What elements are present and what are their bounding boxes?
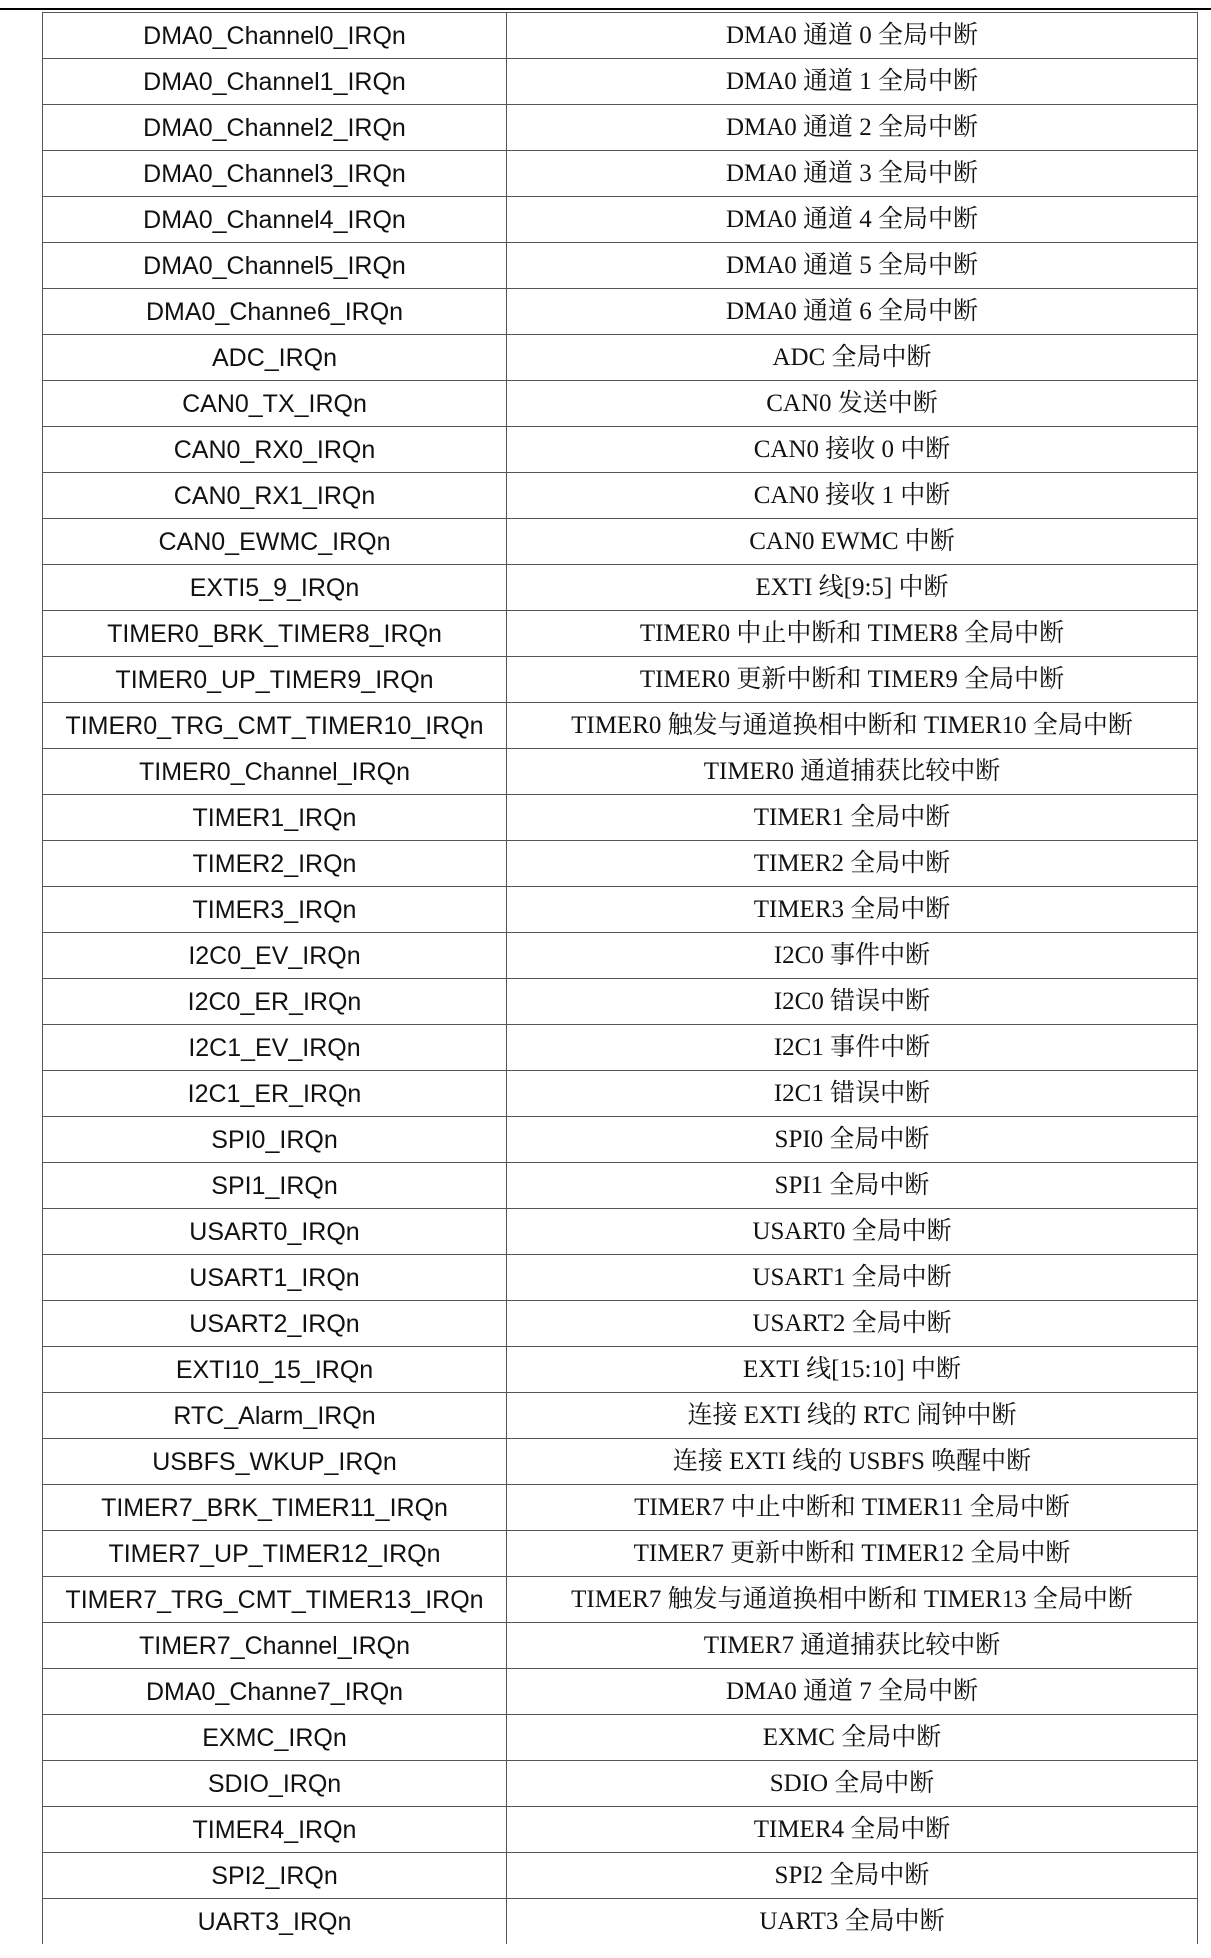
irq-table <box>42 12 1198 1944</box>
irq-name-cell: I2C1_EV_IRQn <box>43 1025 507 1071</box>
table-row <box>43 1715 1198 1761</box>
irq-name-cell: CAN0_RX0_IRQn <box>43 427 507 473</box>
irq-name-cell: ADC_IRQn <box>43 335 507 381</box>
table-row <box>43 289 1198 335</box>
table-row <box>43 105 1198 151</box>
irq-description-cell: DMA0 通道 5 全局中断 <box>507 243 1198 289</box>
irq-description-cell: SPI0 全局中断 <box>507 1117 1198 1163</box>
irq-description-cell: USART1 全局中断 <box>507 1255 1198 1301</box>
table-row <box>43 565 1198 611</box>
irq-name-cell: UART3_IRQn <box>43 1899 507 1945</box>
irq-description-cell: TIMER3 全局中断 <box>507 887 1198 933</box>
irq-description-cell: CAN0 发送中断 <box>507 381 1198 427</box>
table-row <box>43 1807 1198 1853</box>
irq-name-cell: EXTI10_15_IRQn <box>43 1347 507 1393</box>
table-row <box>43 841 1198 887</box>
table-row <box>43 1209 1198 1255</box>
irq-name-cell: DMA0_Channe7_IRQn <box>43 1669 507 1715</box>
irq-name-cell: TIMER4_IRQn <box>43 1807 507 1853</box>
irq-name-cell: DMA0_Channel5_IRQn <box>43 243 507 289</box>
table-row <box>43 1301 1198 1347</box>
table-row <box>43 611 1198 657</box>
irq-name-cell: USART2_IRQn <box>43 1301 507 1347</box>
irq-name-cell: USART0_IRQn <box>43 1209 507 1255</box>
table-row <box>43 1393 1198 1439</box>
irq-name-cell: CAN0_RX1_IRQn <box>43 473 507 519</box>
table-row <box>43 1761 1198 1807</box>
irq-name-cell: SDIO_IRQn <box>43 1761 507 1807</box>
irq-description-cell: CAN0 接收 0 中断 <box>507 427 1198 473</box>
table-row <box>43 473 1198 519</box>
irq-description-cell: DMA0 通道 6 全局中断 <box>507 289 1198 335</box>
irq-name-cell: CAN0_TX_IRQn <box>43 381 507 427</box>
irq-name-cell: SPI2_IRQn <box>43 1853 507 1899</box>
irq-name-cell: USART1_IRQn <box>43 1255 507 1301</box>
irq-description-cell: CAN0 接收 1 中断 <box>507 473 1198 519</box>
irq-description-cell: TIMER0 通道捕获比较中断 <box>507 749 1198 795</box>
table-row <box>43 703 1198 749</box>
irq-description-cell: I2C1 错误中断 <box>507 1071 1198 1117</box>
irq-name-cell: DMA0_Channel3_IRQn <box>43 151 507 197</box>
table-row <box>43 1669 1198 1715</box>
table-row <box>43 1347 1198 1393</box>
irq-description-cell: TIMER7 更新中断和 TIMER12 全局中断 <box>507 1531 1198 1577</box>
table-row <box>43 1439 1198 1485</box>
irq-description-cell: DMA0 通道 3 全局中断 <box>507 151 1198 197</box>
irq-name-cell: SPI1_IRQn <box>43 1163 507 1209</box>
irq-description-cell: I2C0 事件中断 <box>507 933 1198 979</box>
table-row <box>43 59 1198 105</box>
irq-description-cell: TIMER2 全局中断 <box>507 841 1198 887</box>
irq-description-cell: TIMER7 中止中断和 TIMER11 全局中断 <box>507 1485 1198 1531</box>
irq-name-cell: CAN0_EWMC_IRQn <box>43 519 507 565</box>
table-row <box>43 197 1198 243</box>
irq-description-cell: TIMER0 中止中断和 TIMER8 全局中断 <box>507 611 1198 657</box>
table-row <box>43 795 1198 841</box>
irq-description-cell: USART2 全局中断 <box>507 1301 1198 1347</box>
irq-description-cell: USART0 全局中断 <box>507 1209 1198 1255</box>
irq-name-cell: TIMER3_IRQn <box>43 887 507 933</box>
irq-name-cell: DMA0_Channel1_IRQn <box>43 59 507 105</box>
table-row <box>43 519 1198 565</box>
irq-description-cell: TIMER4 全局中断 <box>507 1807 1198 1853</box>
irq-description-cell: TIMER7 触发与通道换相中断和 TIMER13 全局中断 <box>507 1577 1198 1623</box>
irq-name-cell: USBFS_WKUP_IRQn <box>43 1439 507 1485</box>
table-row <box>43 151 1198 197</box>
irq-description-cell: I2C1 事件中断 <box>507 1025 1198 1071</box>
table-row <box>43 1163 1198 1209</box>
table-row <box>43 1485 1198 1531</box>
irq-description-cell: 连接 EXTI 线的 RTC 闹钟中断 <box>507 1393 1198 1439</box>
irq-name-cell: TIMER0_UP_TIMER9_IRQn <box>43 657 507 703</box>
table-row <box>43 335 1198 381</box>
irq-description-cell: EXMC 全局中断 <box>507 1715 1198 1761</box>
irq-description-cell: DMA0 通道 2 全局中断 <box>507 105 1198 151</box>
table-row <box>43 1025 1198 1071</box>
irq-name-cell: SPI0_IRQn <box>43 1117 507 1163</box>
irq-name-cell: TIMER0_TRG_CMT_TIMER10_IRQn <box>43 703 507 749</box>
irq-description-cell: DMA0 通道 0 全局中断 <box>507 13 1198 59</box>
irq-description-cell: DMA0 通道 4 全局中断 <box>507 197 1198 243</box>
irq-name-cell: DMA0_Channe6_IRQn <box>43 289 507 335</box>
table-row <box>43 427 1198 473</box>
table-row <box>43 657 1198 703</box>
irq-name-cell: DMA0_Channel4_IRQn <box>43 197 507 243</box>
irq-description-cell: SPI2 全局中断 <box>507 1853 1198 1899</box>
table-row <box>43 1623 1198 1669</box>
table-row <box>43 749 1198 795</box>
irq-name-cell: DMA0_Channel0_IRQn <box>43 13 507 59</box>
irq-description-cell: DMA0 通道 7 全局中断 <box>507 1669 1198 1715</box>
table-row <box>43 979 1198 1025</box>
irq-name-cell: TIMER0_Channel_IRQn <box>43 749 507 795</box>
irq-description-cell: DMA0 通道 1 全局中断 <box>507 59 1198 105</box>
table-row <box>43 933 1198 979</box>
irq-name-cell: DMA0_Channel2_IRQn <box>43 105 507 151</box>
table-row <box>43 1531 1198 1577</box>
irq-name-cell: TIMER2_IRQn <box>43 841 507 887</box>
irq-description-cell: CAN0 EWMC 中断 <box>507 519 1198 565</box>
irq-description-cell: UART3 全局中断 <box>507 1899 1198 1945</box>
irq-name-cell: I2C0_ER_IRQn <box>43 979 507 1025</box>
irq-name-cell: TIMER7_TRG_CMT_TIMER13_IRQn <box>43 1577 507 1623</box>
top-rule <box>0 8 1211 10</box>
table-row <box>43 1853 1198 1899</box>
irq-table-container <box>42 12 1197 1944</box>
irq-name-cell: TIMER7_BRK_TIMER11_IRQn <box>43 1485 507 1531</box>
irq-description-cell: SPI1 全局中断 <box>507 1163 1198 1209</box>
irq-name-cell: EXMC_IRQn <box>43 1715 507 1761</box>
table-row <box>43 1577 1198 1623</box>
irq-name-cell: TIMER7_UP_TIMER12_IRQn <box>43 1531 507 1577</box>
table-row <box>43 1117 1198 1163</box>
table-row <box>43 1071 1198 1117</box>
irq-description-cell: EXTI 线[15:10] 中断 <box>507 1347 1198 1393</box>
table-row <box>43 243 1198 289</box>
table-row <box>43 887 1198 933</box>
irq-description-cell: EXTI 线[9:5] 中断 <box>507 565 1198 611</box>
table-row <box>43 1899 1198 1945</box>
irq-name-cell: TIMER0_BRK_TIMER8_IRQn <box>43 611 507 657</box>
irq-description-cell: I2C0 错误中断 <box>507 979 1198 1025</box>
table-row <box>43 13 1198 59</box>
irq-description-cell: SDIO 全局中断 <box>507 1761 1198 1807</box>
irq-name-cell: RTC_Alarm_IRQn <box>43 1393 507 1439</box>
table-row <box>43 381 1198 427</box>
irq-name-cell: TIMER1_IRQn <box>43 795 507 841</box>
irq-name-cell: I2C1_ER_IRQn <box>43 1071 507 1117</box>
irq-description-cell: ADC 全局中断 <box>507 335 1198 381</box>
irq-description-cell: 连接 EXTI 线的 USBFS 唤醒中断 <box>507 1439 1198 1485</box>
irq-name-cell: TIMER7_Channel_IRQn <box>43 1623 507 1669</box>
irq-description-cell: TIMER0 触发与通道换相中断和 TIMER10 全局中断 <box>507 703 1198 749</box>
irq-table-body <box>43 13 1198 1945</box>
irq-description-cell: TIMER1 全局中断 <box>507 795 1198 841</box>
irq-description-cell: TIMER0 更新中断和 TIMER9 全局中断 <box>507 657 1198 703</box>
irq-description-cell: TIMER7 通道捕获比较中断 <box>507 1623 1198 1669</box>
irq-name-cell: EXTI5_9_IRQn <box>43 565 507 611</box>
irq-name-cell: I2C0_EV_IRQn <box>43 933 507 979</box>
table-row <box>43 1255 1198 1301</box>
